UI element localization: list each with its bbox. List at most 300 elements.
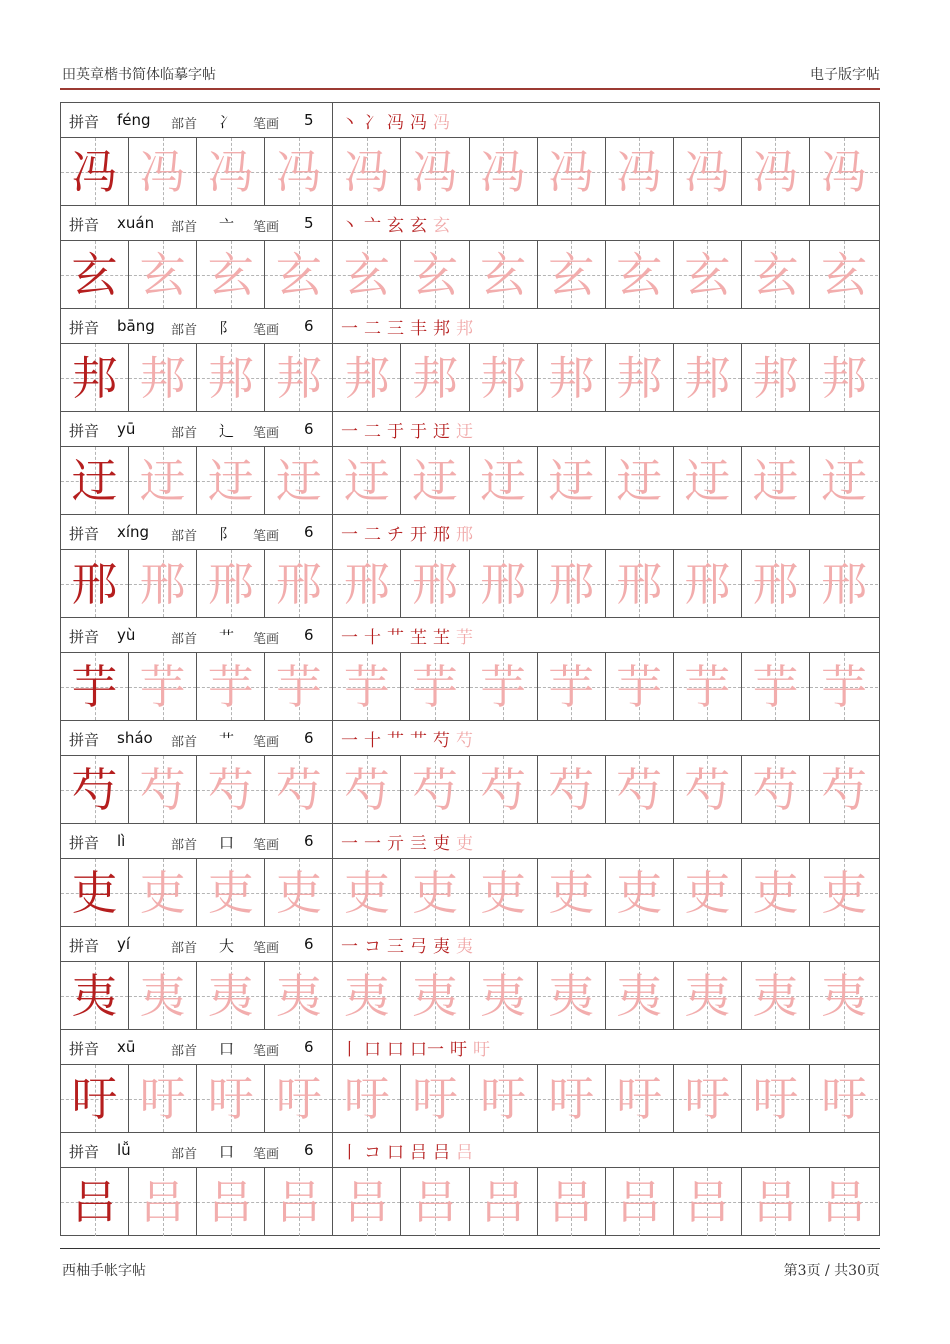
trace-char: 冯	[480, 144, 527, 199]
char-info-bar	[61, 721, 879, 756]
trace-char: 芋	[684, 659, 731, 714]
stroke-order-sequence	[333, 515, 479, 549]
char-info-bar	[61, 618, 879, 653]
stroke-order-sequence	[333, 824, 479, 858]
trace-char: 吕	[548, 1175, 595, 1229]
stroke-step: 一	[341, 318, 358, 339]
stroke-count-value: 6	[304, 1038, 314, 1056]
trace-char-cell	[470, 138, 538, 205]
stroke-order-sequence	[333, 618, 479, 652]
trace-char: 芋	[821, 659, 868, 714]
trace-char: 吁	[752, 1071, 799, 1126]
pinyin-label: 拼音	[69, 113, 100, 131]
trace-char-cell	[606, 241, 674, 308]
trace-char: 冯	[821, 144, 868, 199]
trace-char: 邦	[548, 350, 595, 405]
stroke-step: 一	[341, 936, 358, 957]
trace-char: 吕	[275, 1175, 322, 1229]
stroke-step: 邢	[456, 524, 473, 545]
pinyin-value: féng	[117, 111, 151, 129]
stroke-step: 吁	[450, 1039, 467, 1060]
trace-char: 邦	[139, 350, 186, 405]
practice-grid	[61, 447, 879, 515]
trace-char-cell	[470, 653, 538, 720]
stroke-count-value: 6	[304, 317, 314, 335]
trace-char: 吏	[139, 865, 186, 920]
pinyin-value: xū	[117, 1038, 136, 1056]
stroke-step: 丶	[341, 112, 358, 133]
trace-char: 冯	[343, 144, 390, 199]
radical-value: 冫	[219, 113, 235, 131]
trace-char: 吁	[343, 1071, 390, 1126]
trace-char-cell	[810, 447, 878, 514]
trace-char: 夷	[752, 968, 799, 1023]
practice-row	[61, 927, 879, 1030]
trace-char: 夷	[343, 968, 390, 1023]
trace-char: 芋	[412, 659, 459, 714]
trace-char-cell	[129, 756, 197, 823]
char-meta	[61, 103, 333, 137]
stroke-step: 夷	[456, 936, 473, 957]
trace-char-cell	[538, 1168, 606, 1236]
stroke-step: 吏	[433, 833, 450, 854]
trace-char: 吕	[616, 1175, 663, 1229]
trace-char-cell	[742, 550, 810, 617]
pinyin-value: xíng	[117, 523, 150, 541]
radical-label: 部首	[171, 838, 198, 853]
pinyin-label: 拼音	[69, 937, 100, 955]
char-meta	[61, 824, 333, 858]
stroke-step: 三	[387, 318, 404, 339]
trace-char: 芋	[752, 659, 799, 714]
header-edition: 电子版字帖	[810, 67, 880, 83]
trace-char-cell	[333, 1065, 401, 1132]
stroke-step: 吕	[456, 1142, 473, 1163]
trace-char-cell	[742, 1065, 810, 1132]
trace-char: 夷	[139, 968, 186, 1023]
model-char: 芋	[71, 659, 118, 714]
trace-char-cell	[129, 138, 197, 205]
trace-char-cell	[538, 859, 606, 926]
radical-label: 部首	[171, 426, 198, 441]
stroke-step: チ	[387, 524, 404, 545]
radical-value: 艹	[219, 731, 235, 749]
trace-char: 邢	[616, 556, 663, 611]
trace-char-cell	[538, 653, 606, 720]
radical-value: 大	[219, 937, 235, 955]
practice-row	[61, 103, 879, 206]
practice-grid	[61, 241, 879, 309]
stroke-order-sequence	[333, 721, 479, 755]
model-char-cell	[61, 550, 129, 617]
pinyin-value: sháo	[117, 729, 153, 747]
trace-char-cell	[401, 962, 469, 1029]
model-char-cell	[61, 1065, 129, 1132]
trace-char: 夷	[480, 968, 527, 1023]
trace-char: 迂	[139, 453, 186, 508]
trace-char-cell	[810, 344, 878, 411]
footer-divider	[60, 1248, 880, 1249]
trace-char-cell	[129, 241, 197, 308]
stroke-count-label: 笔画	[253, 941, 280, 956]
stroke-step: 丰	[410, 318, 427, 339]
trace-char: 迂	[275, 453, 322, 508]
trace-char-cell	[606, 859, 674, 926]
trace-char: 芍	[480, 762, 527, 817]
stroke-step: 艹	[410, 730, 427, 751]
trace-char-cell	[470, 447, 538, 514]
model-char-cell	[61, 138, 129, 205]
trace-char: 夷	[412, 968, 459, 1023]
trace-char: 邢	[752, 556, 799, 611]
trace-char: 玄	[275, 247, 322, 302]
char-meta	[61, 927, 333, 961]
pinyin-label: 拼音	[69, 1143, 100, 1161]
trace-char: 冯	[548, 144, 595, 199]
trace-char-cell	[333, 1168, 401, 1236]
trace-char-cell	[538, 1065, 606, 1132]
pinyin-value: yū	[117, 420, 136, 438]
stroke-count-label: 笔画	[253, 735, 280, 750]
stroke-step: 芍	[456, 730, 473, 751]
stroke-step: コ	[364, 1142, 381, 1163]
trace-char: 夷	[548, 968, 595, 1023]
trace-char: 芋	[480, 659, 527, 714]
practice-grid	[61, 550, 879, 618]
trace-char-cell	[265, 653, 333, 720]
trace-char: 夷	[616, 968, 663, 1023]
trace-char: 芍	[548, 762, 595, 817]
trace-char: 邦	[821, 350, 868, 405]
char-info-bar	[61, 515, 879, 550]
trace-char-cell	[333, 550, 401, 617]
stroke-count-value: 6	[304, 420, 314, 438]
trace-char: 冯	[616, 144, 663, 199]
trace-char-cell	[470, 859, 538, 926]
trace-char-cell	[742, 447, 810, 514]
trace-char-cell	[674, 756, 742, 823]
trace-char: 迂	[207, 453, 254, 508]
stroke-step: 一	[341, 627, 358, 648]
practice-row	[61, 721, 879, 824]
trace-char: 迂	[821, 453, 868, 508]
stroke-step: 弓	[410, 936, 427, 957]
trace-char-cell	[470, 550, 538, 617]
stroke-count-label: 笔画	[253, 632, 280, 647]
practice-row	[61, 1133, 879, 1236]
trace-char-cell	[129, 447, 197, 514]
trace-char: 邢	[412, 556, 459, 611]
trace-char: 邢	[684, 556, 731, 611]
trace-char-cell	[333, 859, 401, 926]
pinyin-value: bāng	[117, 317, 155, 335]
trace-char-cell	[470, 241, 538, 308]
trace-char-cell	[810, 241, 878, 308]
trace-char-cell	[265, 447, 333, 514]
header-title: 田英章楷书简体临摹字帖	[62, 67, 216, 83]
trace-char-cell	[606, 447, 674, 514]
trace-char: 吁	[821, 1071, 868, 1126]
footer-page-number: 第3页 / 共30页	[783, 1263, 880, 1279]
trace-char-cell	[265, 550, 333, 617]
trace-char-cell	[606, 756, 674, 823]
stroke-step: 于	[410, 421, 427, 442]
trace-char-cell	[401, 756, 469, 823]
trace-char-cell	[470, 1168, 538, 1236]
stroke-order-sequence	[333, 412, 479, 446]
stroke-step: 三	[387, 936, 404, 957]
trace-char-cell	[606, 138, 674, 205]
model-char: 吏	[71, 865, 118, 920]
stroke-step: 一	[364, 833, 381, 854]
stroke-step: 吕	[410, 1142, 427, 1163]
char-info-bar	[61, 824, 879, 859]
stroke-step: 亖	[410, 833, 427, 854]
trace-char: 吏	[821, 865, 868, 920]
model-char-cell	[61, 962, 129, 1029]
trace-char-cell	[197, 344, 265, 411]
trace-char: 芍	[207, 762, 254, 817]
stroke-count-value: 5	[304, 214, 314, 232]
pinyin-value: xuán	[117, 214, 155, 232]
practice-row	[61, 309, 879, 412]
trace-char-cell	[742, 344, 810, 411]
trace-char: 玄	[616, 247, 663, 302]
practice-grid	[61, 962, 879, 1030]
radical-value: 口	[219, 1143, 235, 1161]
stroke-step: 玄	[433, 215, 450, 236]
trace-char: 吁	[412, 1071, 459, 1126]
trace-char-cell	[129, 962, 197, 1029]
trace-char-cell	[197, 550, 265, 617]
practice-row	[61, 206, 879, 309]
trace-char: 芍	[821, 762, 868, 817]
stroke-step: 丶	[341, 215, 358, 236]
trace-char: 芍	[275, 762, 322, 817]
trace-char: 吏	[343, 865, 390, 920]
radical-label: 部首	[171, 220, 198, 235]
trace-char: 邢	[821, 556, 868, 611]
model-char-cell	[61, 241, 129, 308]
stroke-step: 玄	[387, 215, 404, 236]
stroke-step: 邢	[433, 524, 450, 545]
stroke-step: 口一	[410, 1039, 444, 1060]
stroke-step: 冯	[433, 112, 450, 133]
trace-char-cell	[129, 859, 197, 926]
stroke-step: 邦	[433, 318, 450, 339]
radical-value: 阝	[219, 319, 235, 337]
trace-char-cell	[265, 859, 333, 926]
trace-char: 吁	[684, 1071, 731, 1126]
char-info-bar	[61, 412, 879, 447]
stroke-count-label: 笔画	[253, 220, 280, 235]
practice-row	[61, 618, 879, 721]
trace-char-cell	[742, 241, 810, 308]
stroke-step: 一	[341, 421, 358, 442]
pinyin-label: 拼音	[69, 216, 100, 234]
trace-char: 吏	[616, 865, 663, 920]
model-char-cell	[61, 653, 129, 720]
trace-char: 吏	[412, 865, 459, 920]
trace-char-cell	[333, 962, 401, 1029]
char-info-bar	[61, 1030, 879, 1065]
trace-char-cell	[606, 550, 674, 617]
char-meta	[61, 309, 333, 343]
trace-char: 邢	[207, 556, 254, 611]
trace-char-cell	[810, 138, 878, 205]
stroke-step: 邦	[456, 318, 473, 339]
stroke-step: 芏	[433, 627, 450, 648]
trace-char: 芍	[139, 762, 186, 817]
trace-char: 玄	[412, 247, 459, 302]
radical-label: 部首	[171, 1044, 198, 1059]
char-meta	[61, 206, 333, 240]
stroke-step: 开	[410, 524, 427, 545]
radical-value: 艹	[219, 628, 235, 646]
trace-char: 吕	[343, 1175, 390, 1229]
trace-char-cell	[674, 1065, 742, 1132]
radical-label: 部首	[171, 632, 198, 647]
trace-char: 冯	[752, 144, 799, 199]
stroke-step: 玄	[410, 215, 427, 236]
trace-char-cell	[470, 756, 538, 823]
stroke-order-sequence	[333, 206, 456, 240]
trace-char-cell	[129, 1065, 197, 1132]
practice-row	[61, 1030, 879, 1133]
trace-char-cell	[538, 344, 606, 411]
radical-value: 口	[219, 834, 235, 852]
trace-char-cell	[265, 756, 333, 823]
char-info-bar	[61, 103, 879, 138]
trace-char: 芋	[616, 659, 663, 714]
model-char-cell	[61, 344, 129, 411]
practice-grid	[61, 1065, 879, 1133]
trace-char: 迂	[616, 453, 663, 508]
trace-char: 玄	[480, 247, 527, 302]
stroke-step: 口	[387, 1142, 404, 1163]
trace-char: 邦	[343, 350, 390, 405]
stroke-step: 丨	[341, 1039, 358, 1060]
model-char: 吕	[71, 1175, 118, 1229]
trace-char-cell	[265, 962, 333, 1029]
trace-char: 迂	[412, 453, 459, 508]
stroke-count-value: 6	[304, 729, 314, 747]
char-info-bar	[61, 309, 879, 344]
model-char: 邦	[71, 350, 118, 405]
radical-label: 部首	[171, 735, 198, 750]
stroke-order-sequence	[333, 103, 456, 137]
trace-char: 吕	[684, 1175, 731, 1229]
trace-char: 吏	[207, 865, 254, 920]
trace-char: 邦	[684, 350, 731, 405]
trace-char: 玄	[207, 247, 254, 302]
pinyin-label: 拼音	[69, 1040, 100, 1058]
pinyin-label: 拼音	[69, 319, 100, 337]
stroke-step: コ	[364, 936, 381, 957]
stroke-count-value: 6	[304, 935, 314, 953]
stroke-step: 口	[387, 1039, 404, 1060]
char-info-bar	[61, 1133, 879, 1168]
practice-grid	[61, 344, 879, 412]
stroke-count-label: 笔画	[253, 426, 280, 441]
trace-char: 吁	[616, 1071, 663, 1126]
radical-value: 辶	[219, 422, 235, 440]
stroke-step: 一	[341, 833, 358, 854]
stroke-count-label: 笔画	[253, 323, 280, 338]
radical-value: 阝	[219, 525, 235, 543]
trace-char: 吕	[480, 1175, 527, 1229]
trace-char-cell	[470, 962, 538, 1029]
trace-char: 芋	[548, 659, 595, 714]
trace-char: 芋	[139, 659, 186, 714]
model-char: 邢	[71, 556, 118, 611]
stroke-step: 迂	[456, 421, 473, 442]
trace-char-cell	[742, 756, 810, 823]
stroke-step: 吁	[473, 1039, 490, 1060]
trace-char-cell	[197, 138, 265, 205]
trace-char-cell	[333, 447, 401, 514]
stroke-step: 十	[364, 730, 381, 751]
trace-char-cell	[606, 344, 674, 411]
stroke-step: 艹	[387, 627, 404, 648]
stroke-count-label: 笔画	[253, 1147, 280, 1162]
trace-char-cell	[129, 344, 197, 411]
trace-char: 玄	[548, 247, 595, 302]
stroke-step: 亓	[387, 833, 404, 854]
stroke-count-label: 笔画	[253, 529, 280, 544]
trace-char-cell	[538, 550, 606, 617]
stroke-order-sequence	[333, 309, 479, 343]
trace-char-cell	[333, 756, 401, 823]
trace-char-cell	[674, 344, 742, 411]
stroke-count-value: 6	[304, 626, 314, 644]
trace-char-cell	[265, 138, 333, 205]
radical-label: 部首	[171, 117, 198, 132]
trace-char: 邦	[207, 350, 254, 405]
model-char-cell	[61, 447, 129, 514]
trace-char: 迂	[480, 453, 527, 508]
trace-char-cell	[538, 447, 606, 514]
radical-label: 部首	[171, 529, 198, 544]
trace-char-cell	[742, 1168, 810, 1236]
trace-char-cell	[742, 859, 810, 926]
trace-char-cell	[333, 241, 401, 308]
pinyin-label: 拼音	[69, 628, 100, 646]
practice-sheet	[60, 102, 880, 1236]
trace-char: 冯	[412, 144, 459, 199]
trace-char-cell	[538, 138, 606, 205]
trace-char-cell	[674, 550, 742, 617]
trace-char: 邢	[480, 556, 527, 611]
stroke-step: 吕	[433, 1142, 450, 1163]
header-divider	[60, 88, 880, 90]
trace-char: 芍	[684, 762, 731, 817]
trace-char-cell	[333, 138, 401, 205]
practice-row	[61, 412, 879, 515]
stroke-count-label: 笔画	[253, 838, 280, 853]
radical-label: 部首	[171, 941, 198, 956]
trace-char-cell	[197, 1065, 265, 1132]
model-char: 芍	[71, 762, 118, 817]
model-char: 迂	[71, 453, 118, 508]
trace-char-cell	[401, 653, 469, 720]
trace-char-cell	[401, 1168, 469, 1236]
pinyin-value: yù	[117, 626, 136, 644]
stroke-count-value: 6	[304, 523, 314, 541]
trace-char-cell	[265, 1065, 333, 1132]
trace-char: 吏	[684, 865, 731, 920]
trace-char-cell	[606, 653, 674, 720]
